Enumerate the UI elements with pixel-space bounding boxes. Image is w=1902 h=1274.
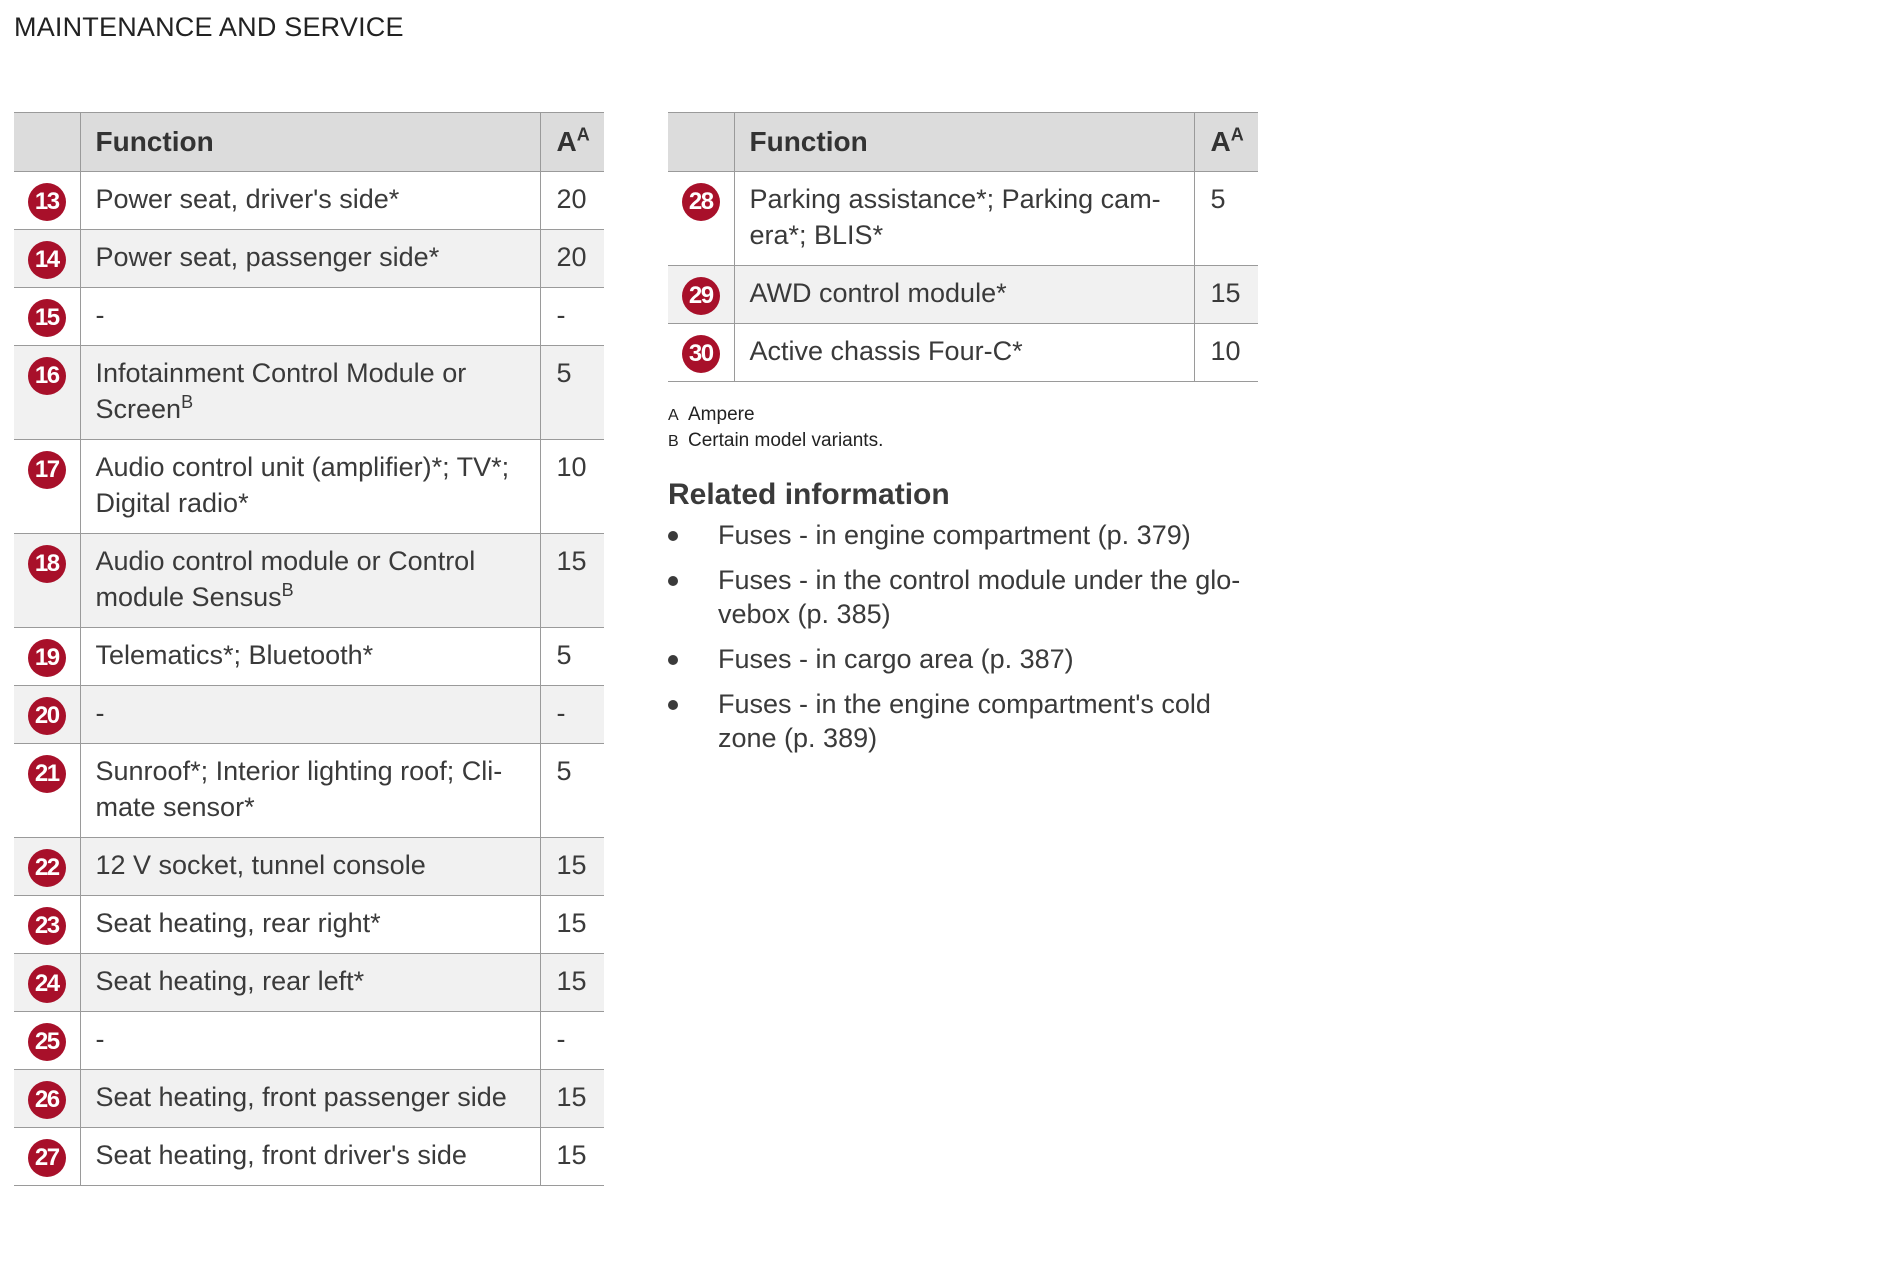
ampere-cell: 10: [540, 440, 604, 534]
fuse-number-cell: [14, 1012, 80, 1070]
table-row: [14, 686, 604, 744]
fuse-number-cell: [668, 172, 734, 266]
ampere-cell: 15: [540, 534, 604, 628]
table-row: [668, 172, 1258, 266]
function-cell: Infotainment Control Module or Screen$^B$: [80, 346, 540, 440]
footnote-b: B Certain model variants.: [668, 430, 884, 451]
function-cell: Seat heating, rear left*: [80, 954, 540, 1012]
fuse-number-cell: [14, 172, 80, 230]
ampere-cell: -: [540, 288, 604, 346]
table-row: [14, 230, 604, 288]
fuse-number-cell: [14, 744, 80, 838]
table-row: [14, 838, 604, 896]
fuse-number-cell: [14, 954, 80, 1012]
function-cell: Parking assistance*; Parking cam-era*; BLIS*: [734, 172, 1194, 266]
table-row: [14, 440, 604, 534]
function-column-header: Function: [734, 113, 1194, 172]
ampere-cell: 5: [540, 744, 604, 838]
ampere-cell: 20: [540, 230, 604, 288]
fuse-number-cell: [14, 896, 80, 954]
fuse-number-cell: [14, 686, 80, 744]
function-column-header: Function: [80, 113, 540, 172]
table-row: [14, 1070, 604, 1128]
fuse-number-cell: [14, 1070, 80, 1128]
fuse-number-badge: 25: [28, 1023, 66, 1061]
table-row: [14, 1128, 604, 1186]
number-column-header: [668, 113, 734, 172]
fuse-number-badge: 13: [28, 183, 66, 221]
function-cell: -: [80, 1012, 540, 1070]
fuse-table-right: [668, 112, 1258, 382]
fuse-number-badge: 18: [28, 545, 66, 583]
ampere-cell: 15: [540, 954, 604, 1012]
related-link-item[interactable]: Fuses - in the engine compartment's cold zone (p. 389): [668, 687, 1268, 755]
function-cell: Active chassis Four-C*: [734, 324, 1194, 382]
function-cell: Sunroof*; Interior lighting roof; Cli-mate sensor*: [80, 744, 540, 838]
table-row: [668, 324, 1258, 382]
fuse-number-badge: 22: [28, 849, 66, 887]
fuse-number-cell: [14, 534, 80, 628]
table-row: [14, 172, 604, 230]
bullet-icon: [668, 576, 678, 586]
fuse-number-badge: 20: [28, 697, 66, 735]
fuse-number-badge: 21: [28, 755, 66, 793]
footnotes: [668, 402, 883, 454]
table-row: [14, 896, 604, 954]
ampere-cell: 10: [1194, 324, 1258, 382]
ampere-cell: 5: [540, 628, 604, 686]
fuse-number-badge: 14: [28, 241, 66, 279]
ampere-cell: 15: [540, 838, 604, 896]
function-cell: Telematics*; Bluetooth*: [80, 628, 540, 686]
table-row: [14, 744, 604, 838]
table-row: [14, 346, 604, 440]
function-cell: -: [80, 288, 540, 346]
page-section-title: MAINTENANCE AND SERVICE: [14, 12, 404, 42]
function-cell: AWD control module*: [734, 266, 1194, 324]
related-link-item[interactable]: Fuses - in cargo area (p. 387): [668, 642, 1268, 676]
ampere-cell: 15: [1194, 266, 1258, 324]
related-link-item[interactable]: Fuses - in engine compartment (p. 379): [668, 518, 1268, 552]
fuse-number-badge: 24: [28, 965, 66, 1003]
ampere-column-header: $A^A$: [540, 113, 604, 172]
number-column-header: [14, 113, 80, 172]
bullet-icon: [668, 531, 678, 541]
function-cell: Power seat, driver's side*: [80, 172, 540, 230]
fuse-number-badge: 27: [28, 1139, 66, 1177]
function-cell: Audio control module or Control module Sensus$^B$: [80, 534, 540, 628]
table-row: [14, 628, 604, 686]
fuse-number-cell: [668, 266, 734, 324]
fuse-number-badge: 23: [28, 907, 66, 945]
table-header-row: [668, 113, 1258, 172]
ampere-cell: 15: [540, 896, 604, 954]
footnote-a: A Ampere: [668, 404, 755, 425]
table-row: [14, 534, 604, 628]
table-header-row: [14, 113, 604, 172]
footnote-marker: B: [181, 392, 194, 412]
fuse-number-cell: [668, 324, 734, 382]
fuse-number-badge: 16: [28, 357, 66, 395]
fuse-number-cell: [14, 288, 80, 346]
fuse-number-cell: [14, 440, 80, 534]
function-cell: Audio control unit (amplifier)*; TV*; Digital radio*: [80, 440, 540, 534]
function-cell: Seat heating, front passenger side: [80, 1070, 540, 1128]
bullet-icon: [668, 655, 678, 665]
fuse-number-badge: 29: [682, 277, 720, 315]
bullet-icon: [668, 700, 678, 710]
function-cell: 12 V socket, tunnel console: [80, 838, 540, 896]
ampere-cell: 15: [540, 1128, 604, 1186]
table-row: [14, 1012, 604, 1070]
ampere-cell: 5: [1194, 172, 1258, 266]
ampere-cell: 15: [540, 1070, 604, 1128]
fuse-number-cell: [14, 628, 80, 686]
related-link-item[interactable]: Fuses - in the control module under the glo-vebox (p. 385): [668, 563, 1268, 631]
ampere-column-header: $A^A$: [1194, 113, 1258, 172]
fuse-number-badge: 17: [28, 451, 66, 489]
related-information-list: [668, 518, 1268, 766]
related-information-heading: Related information: [668, 478, 950, 511]
fuse-table-left: [14, 112, 604, 1186]
ampere-cell: -: [540, 1012, 604, 1070]
fuse-number-badge: 28: [682, 183, 720, 221]
table-row: [14, 288, 604, 346]
fuse-number-cell: [14, 230, 80, 288]
fuse-number-cell: [14, 838, 80, 896]
footnote-marker: B: [281, 580, 294, 600]
fuse-number-cell: [14, 346, 80, 440]
ampere-cell: 5: [540, 346, 604, 440]
ampere-cell: 20: [540, 172, 604, 230]
function-cell: Seat heating, front driver's side: [80, 1128, 540, 1186]
table-row: [668, 266, 1258, 324]
ampere-cell: -: [540, 686, 604, 744]
function-cell: Seat heating, rear right*: [80, 896, 540, 954]
fuse-number-badge: 15: [28, 299, 66, 337]
fuse-number-badge: 30: [682, 335, 720, 373]
function-cell: -: [80, 686, 540, 744]
fuse-number-badge: 19: [28, 639, 66, 677]
fuse-number-cell: [14, 1128, 80, 1186]
function-cell: Power seat, passenger side*: [80, 230, 540, 288]
table-row: [14, 954, 604, 1012]
fuse-number-badge: 26: [28, 1081, 66, 1119]
